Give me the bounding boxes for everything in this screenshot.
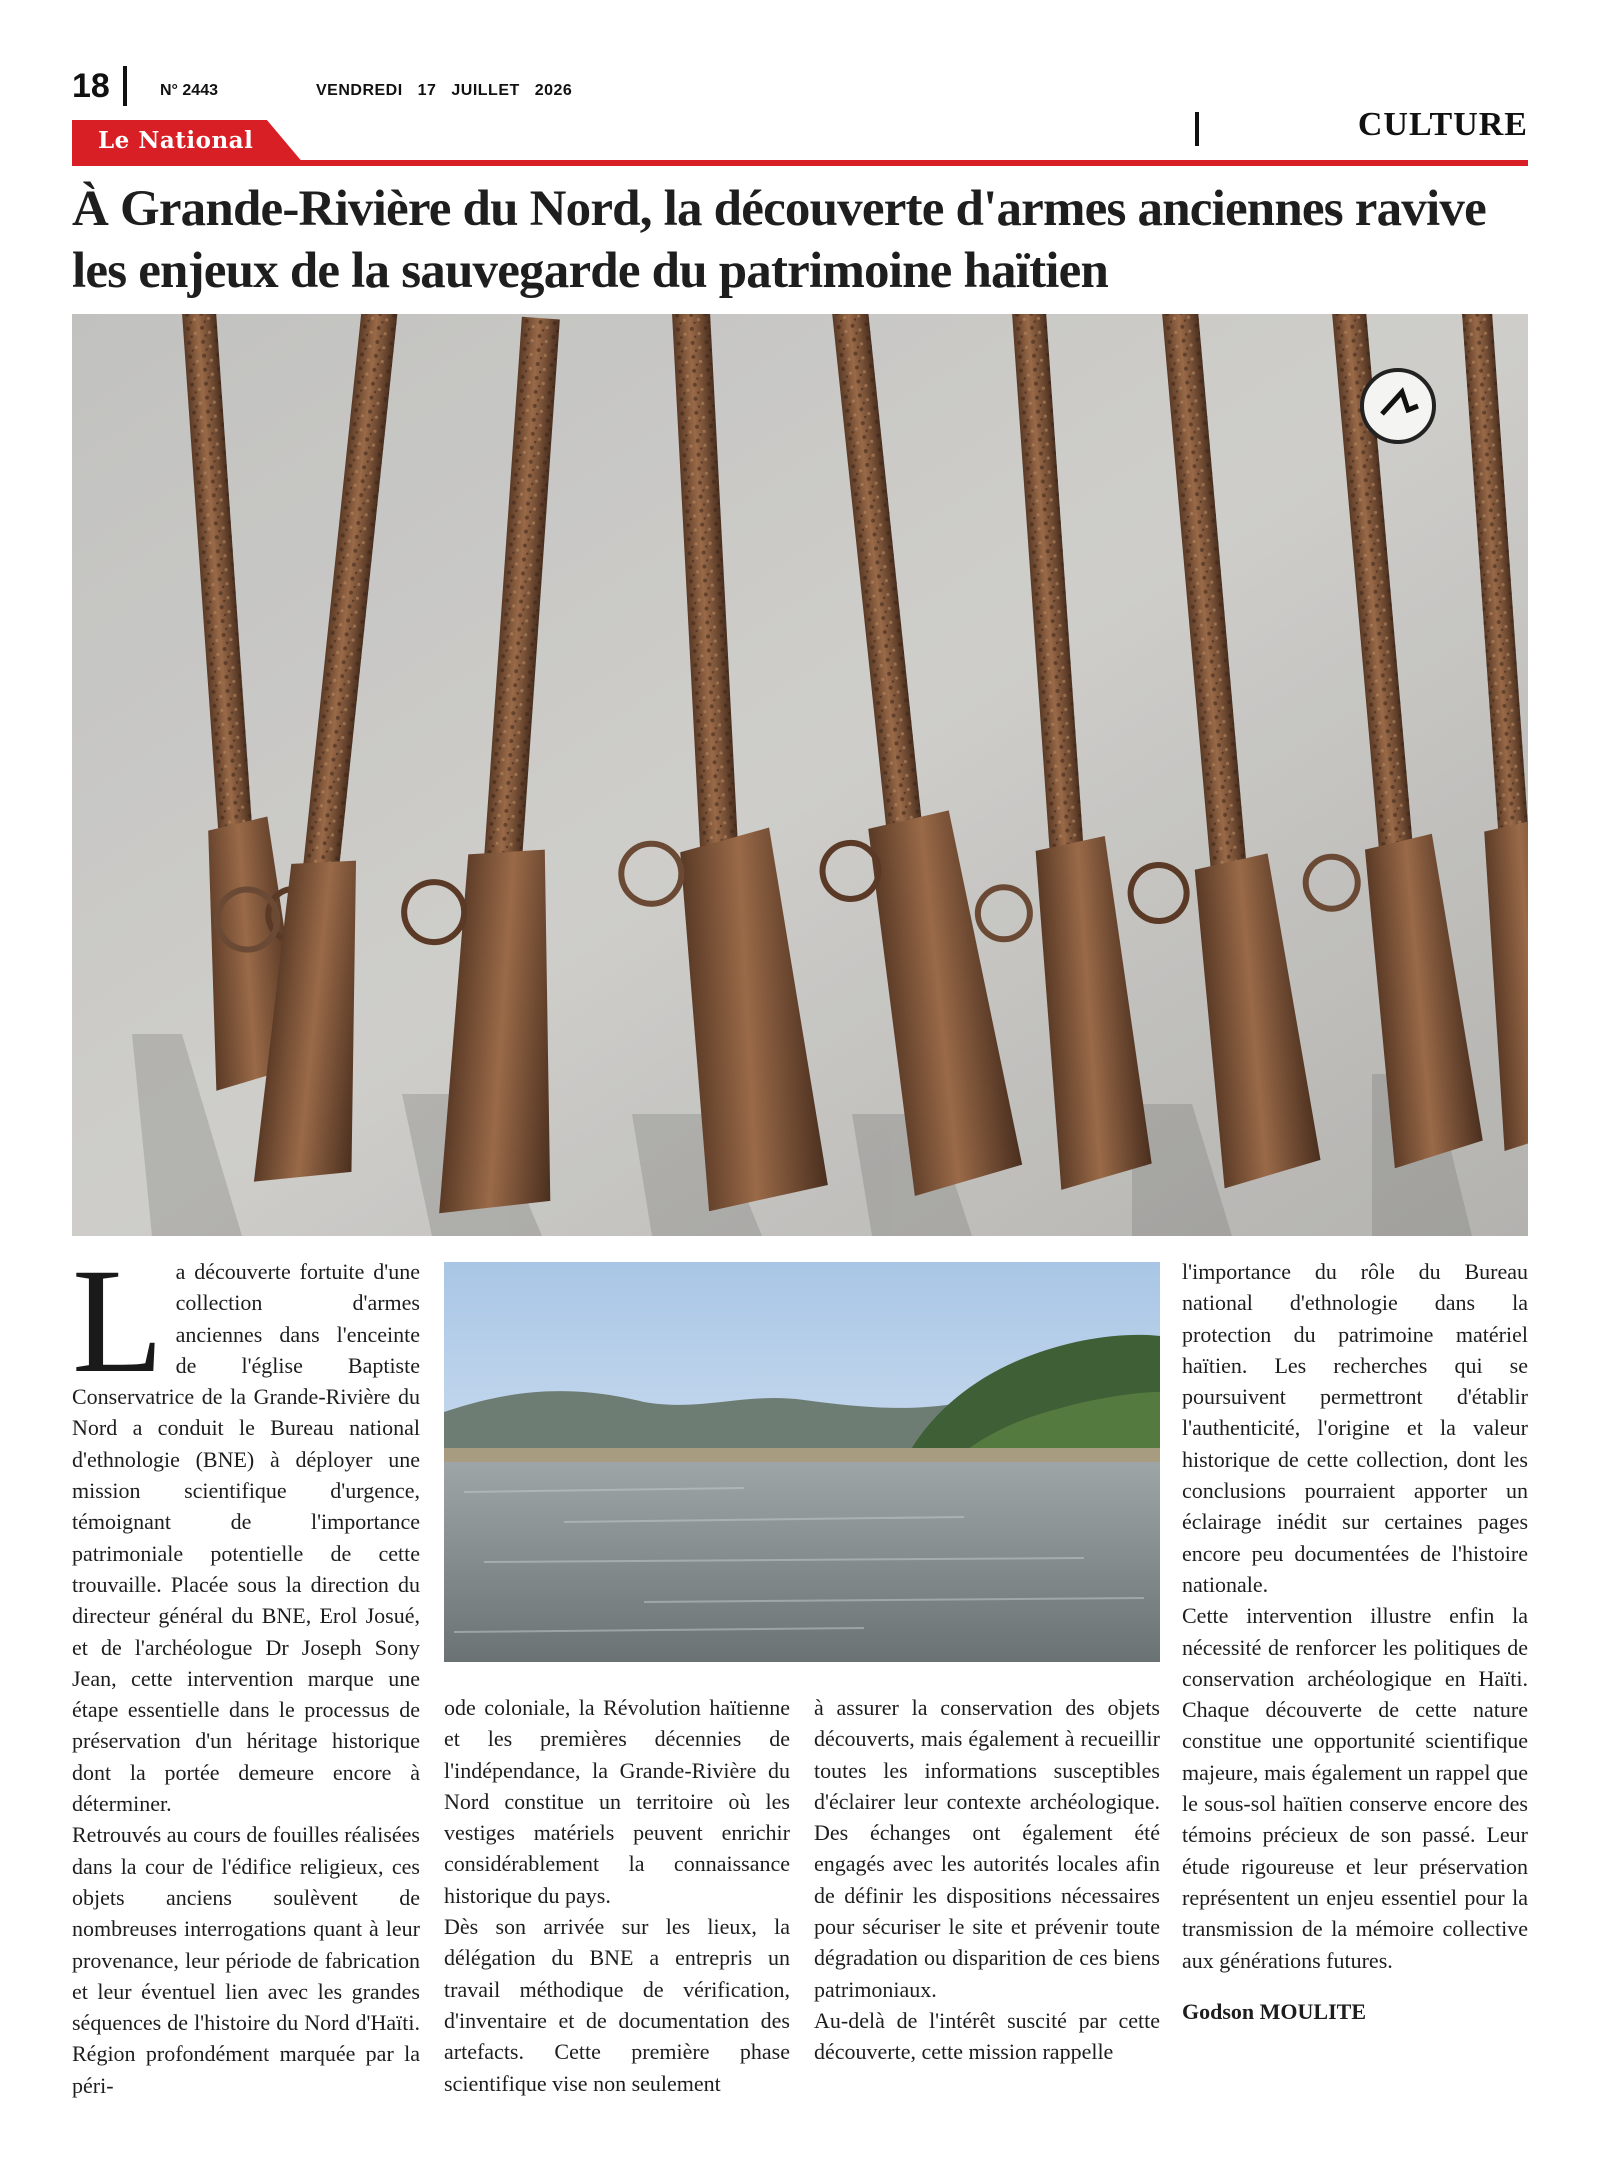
article-author: Godson MOULITE: [1182, 1998, 1366, 2024]
page-number: 18: [72, 67, 110, 105]
paragraph: Dès son arrivée sur les lieux, la délégation du BNE a entrepris un travail méthodique de vérification, d'inventaire et de documentation des artefacts. Cette première phase scientifique vise non seulement: [444, 1914, 790, 2096]
issue-number: N° 2443: [160, 82, 218, 99]
paragraph: ode coloniale, la Révolution haïtienne et les premières décennies de l'indépendance, la Grande-Rivière du Nord constitue un territoire où les vestiges matériels peuvent enrichir considérablement la connaissance historique du pays.: [444, 1695, 790, 1908]
section-label: CULTURE: [1357, 106, 1528, 143]
article-column-1: [72, 1238, 420, 2101]
section-divider: [1195, 112, 1199, 146]
page-number-divider: [123, 66, 127, 106]
issue-date: VENDREDI 17 JUILLET 2026: [316, 82, 573, 99]
article-column-4: [1182, 1256, 1528, 2027]
inset-photo: [444, 1262, 1160, 1662]
rusted-rifles-illustration: [72, 314, 1528, 1236]
article-column-2: [444, 1692, 790, 2099]
photo-watermark-icon: [1362, 370, 1434, 442]
newspaper-brand: Le National: [98, 127, 254, 154]
paragraph: l'importance du rôle du Bureau national d'ethnologie dans la protection du patrimoine matériel haïtien. Les recherches qui se poursuivent permettront d'établir l'authenticité, l'origine et la valeur historique de cette collection, dont les conclusions pourraient apporter un éclairage inédit sur certaines pages encore peu documentées de l'histoire nationale.: [1182, 1259, 1528, 1597]
article-headline: À Grande-Rivière du Nord, la découverte d'armes anciennes ravive les enjeux de la sauvegarde du patrimoine haïtien: [72, 181, 1486, 299]
article-column-3: [814, 1692, 1160, 2068]
paragraph: à assurer la conservation des objets découverts, mais également à recueillir toutes les informations susceptibles d'éclairer leur contexte archéologique. Des échanges ont également été engagés avec les autorités locales afin de définir les dispositions nécessaires pour sécuriser le site et prévenir toute dégradation ou disparition de ces biens patrimoniaux.: [814, 1695, 1160, 2002]
header-rule: [72, 160, 1528, 166]
hero-photo: [72, 314, 1528, 1236]
paragraph: Au-delà de l'intérêt suscité par cette découverte, cette mission rappelle: [814, 2007, 1160, 2065]
paragraph: a découverte fortuite d'une collection d'armes anciennes dans l'enceinte de l'église Baptiste Conservatrice de la Grande-Rivière du Nord a conduit le Bureau national d'ethnologie (BNE) à déployer une mission scientifique d'urgence, témoignant de l'importance patrimoniale potentielle de cette trouvaille. Placée sous la direction du directeur général du BNE, Erol Josué, et de l'archéologue Dr Joseph Sony Jean, cette intervention marque une étape essentielle dans le processus de préservation d'un héritage historique dont la portée demeure encore à déterminer.: [72, 1259, 420, 1817]
paragraph: Retrouvés au cours de fouilles réalisées dans la cour de l'édifice religieux, ces objets anciens soulèvent de nombreuses interrogations quant à leur provenance, leur période de fabrication et leur éventuel lien avec les grandes séquences de l'histoire du Nord d'Haïti. Région profondément marquée par la péri-: [72, 1822, 420, 2098]
river-landscape-illustration: [444, 1262, 1160, 1662]
paragraph: Cette intervention illustre enfin la nécessité de renforcer les politiques de conservation archéologique en Haïti. Chaque découverte de cette nature constitue une opportunité scientifique majeure, mais également un rappel que le sous-sol haïtien conserve encore des témoins précieux de son passé. Leur étude rigoureuse et leur préservation représentent un enjeu essentiel pour la transmission de la mémoire collective aux générations futures.: [1182, 1603, 1528, 1973]
drop-cap: L: [72, 1238, 164, 1404]
